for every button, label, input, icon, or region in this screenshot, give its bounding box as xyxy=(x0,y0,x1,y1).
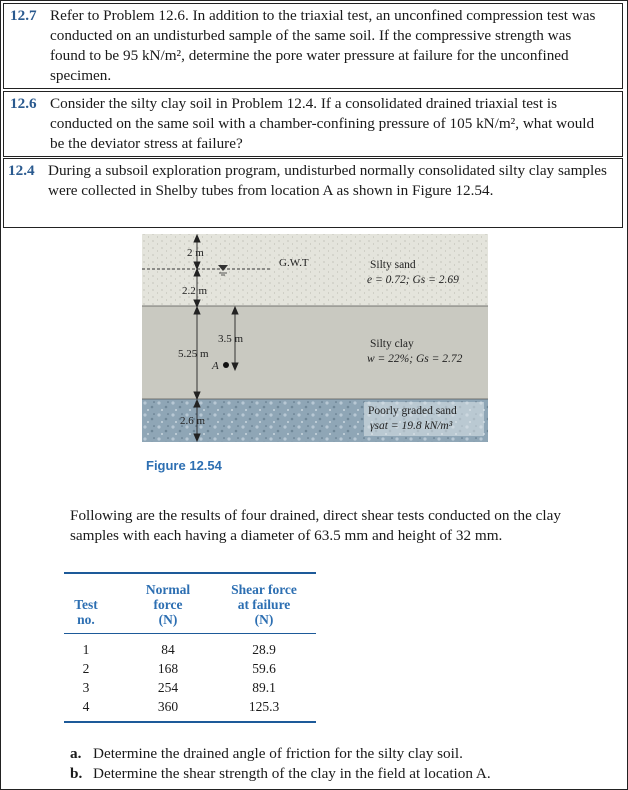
question-text: Determine the drained angle of friction for the silty clay soil. xyxy=(93,745,463,762)
question-text: Determine the shear strength of the clay in the field at location A. xyxy=(93,765,491,782)
cell-test: 2 xyxy=(82,661,90,676)
cell-normal: 360 xyxy=(157,699,179,714)
layer-props-sand: γsat = 19.8 kN/m³ xyxy=(370,420,453,432)
problem-12-4 xyxy=(8,161,608,201)
cell-shear: 89.1 xyxy=(252,680,276,695)
problem-number: 12.6 xyxy=(10,95,37,112)
layer-props-silty-sand: e = 0.72; Gs = 2.69 xyxy=(367,274,459,286)
header-line: Shear force xyxy=(231,582,297,597)
problem-number: 12.4 xyxy=(8,162,35,179)
cell-test: 3 xyxy=(82,680,90,695)
problem-text: During a subsoil exploration program, undisturbed normally consolidated silty clay samples were collected in Shelby tubes from location A as shown in Figure 12.54. xyxy=(48,162,607,199)
header-line: at failure xyxy=(237,597,291,612)
cell-test: 4 xyxy=(82,699,90,714)
cell-shear: 59.6 xyxy=(252,661,276,676)
cell-normal: 168 xyxy=(157,661,179,676)
cell-shear: 125.3 xyxy=(248,699,280,714)
layer-props-silty-clay: w = 22%; Gs = 2.72 xyxy=(367,353,463,365)
header-line: Test xyxy=(74,597,98,612)
header-line: Normal xyxy=(145,582,191,597)
dim-label-2-2m: 2.2 m xyxy=(182,285,208,297)
table-header-rule xyxy=(64,633,316,634)
soil-profile-diagram xyxy=(142,232,488,444)
questions xyxy=(70,744,491,784)
header-line: force xyxy=(153,597,183,612)
table-top-rule xyxy=(64,572,316,574)
header-normal-force xyxy=(134,582,202,627)
layer-name-sand: Poorly graded sand xyxy=(368,405,457,417)
cell-test: 1 xyxy=(82,642,90,657)
dim-label-3-5m: 3.5 m xyxy=(218,333,244,345)
header-line: (N) xyxy=(158,612,178,627)
point-a-marker xyxy=(223,362,229,368)
header-line: no. xyxy=(77,612,95,627)
dim-label-2-6m: 2.6 m xyxy=(180,415,206,427)
cell-normal: 254 xyxy=(157,680,179,695)
dim-label-2m: 2 m xyxy=(187,247,204,259)
header-test-no xyxy=(64,597,108,627)
point-a-label: A xyxy=(212,360,219,372)
intro-paragraph: Following are the results of four drained, direct shear tests conducted on the clay samples with each having a diameter of 63.5 mm and height of 32 mm. xyxy=(70,507,561,544)
figure-caption: Figure 12.54 xyxy=(146,458,222,473)
question-label: a. xyxy=(70,745,82,762)
header-line: (N) xyxy=(254,612,274,627)
header-shear-force xyxy=(224,582,304,627)
problem-12-7 xyxy=(10,6,610,86)
problem-text: Consider the silty clay soil in Problem 12.4. If a consolidated drained triaxial test is conducted on the same soil with a chamber-confining pressure of 105 kN/m², what would be the deviator stress at failure? xyxy=(50,95,595,152)
cell-normal: 84 xyxy=(161,642,175,657)
problem-number: 12.7 xyxy=(10,7,37,24)
question-b xyxy=(70,764,491,784)
soil-profile-figure xyxy=(142,232,488,449)
problem-12-6 xyxy=(10,94,610,154)
table-bottom-rule xyxy=(64,721,316,723)
dim-label-5-25m: 5.25 m xyxy=(178,348,209,360)
question-a xyxy=(70,744,491,764)
gwt-label: G.W.T xyxy=(279,257,309,269)
problem-text: Refer to Problem 12.6. In addition to the triaxial test, an unconfined compression test was conducted on an undisturbed sample of the same soil. If the compressive strength was found to be 95 kN/m², determine the pore water pressure at failure for the unconfined specimen. xyxy=(50,7,596,84)
layer-name-silty-clay: Silty clay xyxy=(370,338,414,350)
layer-name-silty-sand: Silty sand xyxy=(370,259,416,271)
cell-shear: 28.9 xyxy=(252,642,276,657)
question-label: b. xyxy=(70,765,83,782)
